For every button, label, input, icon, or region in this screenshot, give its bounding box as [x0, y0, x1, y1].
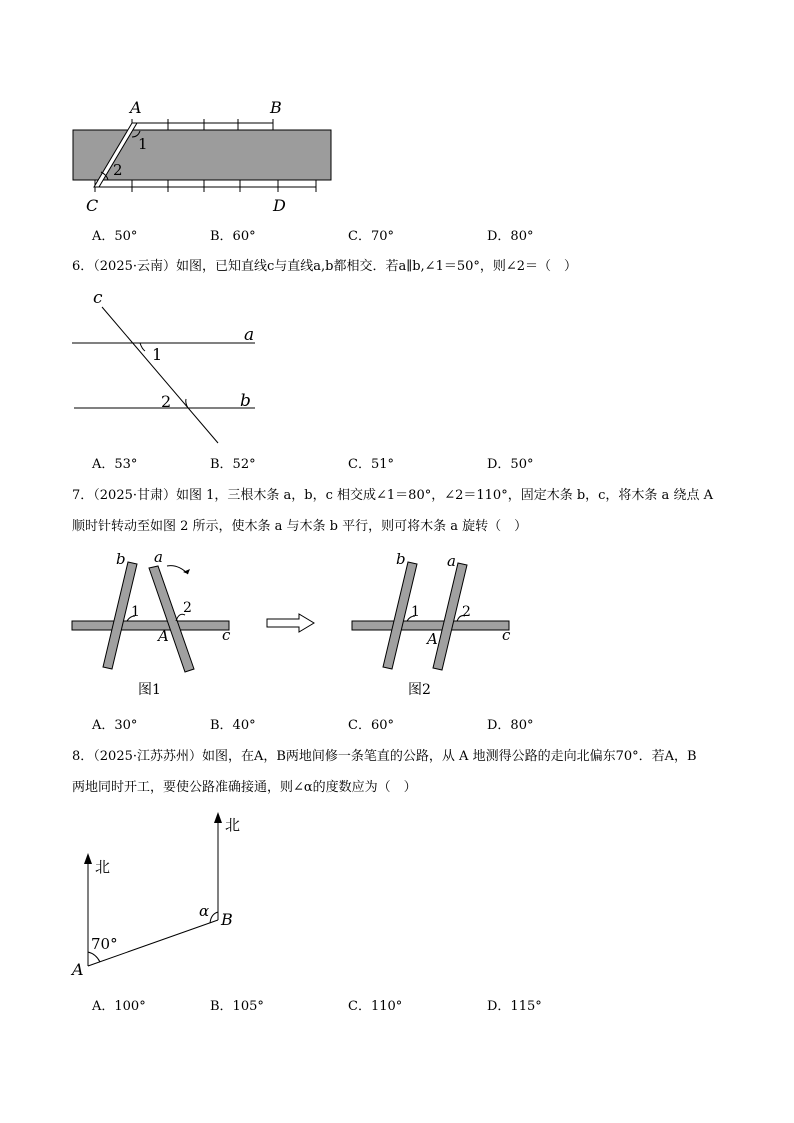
q7-option-d[interactable]: D．80°	[487, 718, 534, 733]
q8-label-B: B	[221, 910, 233, 929]
q5-gray-strip	[73, 130, 331, 180]
q8-label-north-B: 北	[225, 816, 241, 834]
q8-option-a[interactable]: A．100°	[92, 999, 146, 1014]
q7-fig2-label-b: b	[396, 550, 406, 568]
q8-option-d[interactable]: D．115°	[487, 999, 542, 1014]
q8-stem-line1: 8．（2025·江苏苏州）如图，在A，B两地间修一条笔直的公路，从 A 地测得公路的走向北偏东70°．若A，B	[72, 749, 697, 764]
q8-option-b[interactable]: B．105°	[210, 999, 264, 1014]
q7-fig1-bar-c	[72, 621, 229, 630]
q7-fig2-label-1: 1	[411, 604, 420, 620]
q7-fig2-label-A: A	[427, 630, 438, 648]
q5-label-B: B	[270, 98, 282, 117]
q8-label-A: A	[72, 960, 84, 979]
q5-figure	[60, 95, 350, 220]
q7-fig1-label-a: a	[154, 548, 163, 566]
q8-stem-line2: 两地同时开工，要使公路准确接通，则∠α的度数应为（ ）	[72, 780, 417, 795]
q8-angle-70-arc	[88, 952, 100, 962]
q7-fig1-label-c: c	[222, 626, 231, 644]
q8-option-c[interactable]: C．110°	[348, 999, 403, 1014]
q5-top-ticks	[132, 119, 273, 130]
q5-label-D: D	[273, 196, 286, 215]
q7-fig2-bar-c	[352, 621, 509, 630]
q6-angle-1-arc	[140, 343, 145, 351]
q8-label-north-A: 北	[95, 858, 111, 876]
q7-option-b[interactable]: B．40°	[210, 718, 256, 733]
q5-option-b[interactable]: B．60°	[210, 229, 256, 244]
q7-fig1-label-2: 2	[183, 600, 192, 616]
q6-label-b: b	[240, 391, 251, 411]
q5-option-a[interactable]: A．50°	[92, 229, 138, 244]
q5-option-c[interactable]: C．70°	[348, 229, 394, 244]
q7-option-a[interactable]: A．30°	[92, 718, 138, 733]
q6-stem: 6．（2025·云南）如图，已知直线c与直线a,b都相交．若a∥b,∠1＝50°，则∠2＝（ ）	[72, 259, 578, 274]
q8-north-arrowhead-A	[84, 853, 92, 864]
q6-option-c[interactable]: C．51°	[348, 457, 394, 472]
q7-fig2-caption: 图2	[408, 682, 431, 698]
q6-label-c: c	[93, 288, 103, 308]
q5-bottom-ticks	[95, 180, 316, 192]
q5-label-A: A	[130, 98, 142, 117]
q8-north-arrowhead-B	[214, 812, 222, 823]
q7-fig1-rotate-arrowhead	[183, 569, 190, 574]
q7-fig1-label-1: 1	[131, 604, 140, 620]
q6-label-2: 2	[161, 392, 172, 411]
q6-figure	[60, 285, 280, 450]
q7-fig1-rotate-arrow	[167, 566, 188, 574]
q7-option-c[interactable]: C．60°	[348, 718, 394, 733]
q7-fig1-caption: 图1	[138, 682, 161, 698]
q6-line-c	[102, 307, 218, 443]
q7-fig1-label-b: b	[116, 550, 126, 568]
q6-option-d[interactable]: D．50°	[487, 457, 534, 472]
q6-option-b[interactable]: B．52°	[210, 457, 256, 472]
q7-fig2-label-a: a	[447, 552, 456, 570]
q7-fig1-bar-a	[149, 566, 194, 672]
q5-label-1: 1	[138, 135, 148, 153]
q7-figure-2	[345, 548, 525, 708]
q5-label-C: C	[86, 196, 99, 215]
q7-transform-arrow	[265, 612, 317, 634]
q7-stem-line1: 7．（2025·甘肃）如图 1，三根木条 a，b，c 相交成∠1＝80°，∠2＝110°，固定木条 b，c，将木条 a 绕点 A	[72, 488, 713, 503]
q7-fig1-label-A: A	[158, 627, 169, 645]
q7-stem-line2: 顺时针转动至如图 2 所示，使木条 a 与木条 b 平行，则可将木条 a 旋转（ ）	[72, 519, 528, 534]
q8-label-70: 70°	[91, 935, 118, 953]
right-arrow-icon	[267, 614, 314, 632]
q6-option-a[interactable]: A．53°	[92, 457, 138, 472]
q5-label-2: 2	[113, 161, 123, 179]
q6-label-a: a	[244, 325, 255, 345]
q8-figure	[60, 808, 260, 983]
q6-label-1: 1	[152, 345, 163, 364]
q8-label-alpha: α	[199, 902, 210, 920]
q5-option-d[interactable]: D．80°	[487, 229, 534, 244]
q7-fig2-label-2: 2	[462, 604, 471, 620]
q7-fig2-label-c: c	[502, 626, 511, 644]
q6-angle-2-arc	[186, 399, 188, 408]
